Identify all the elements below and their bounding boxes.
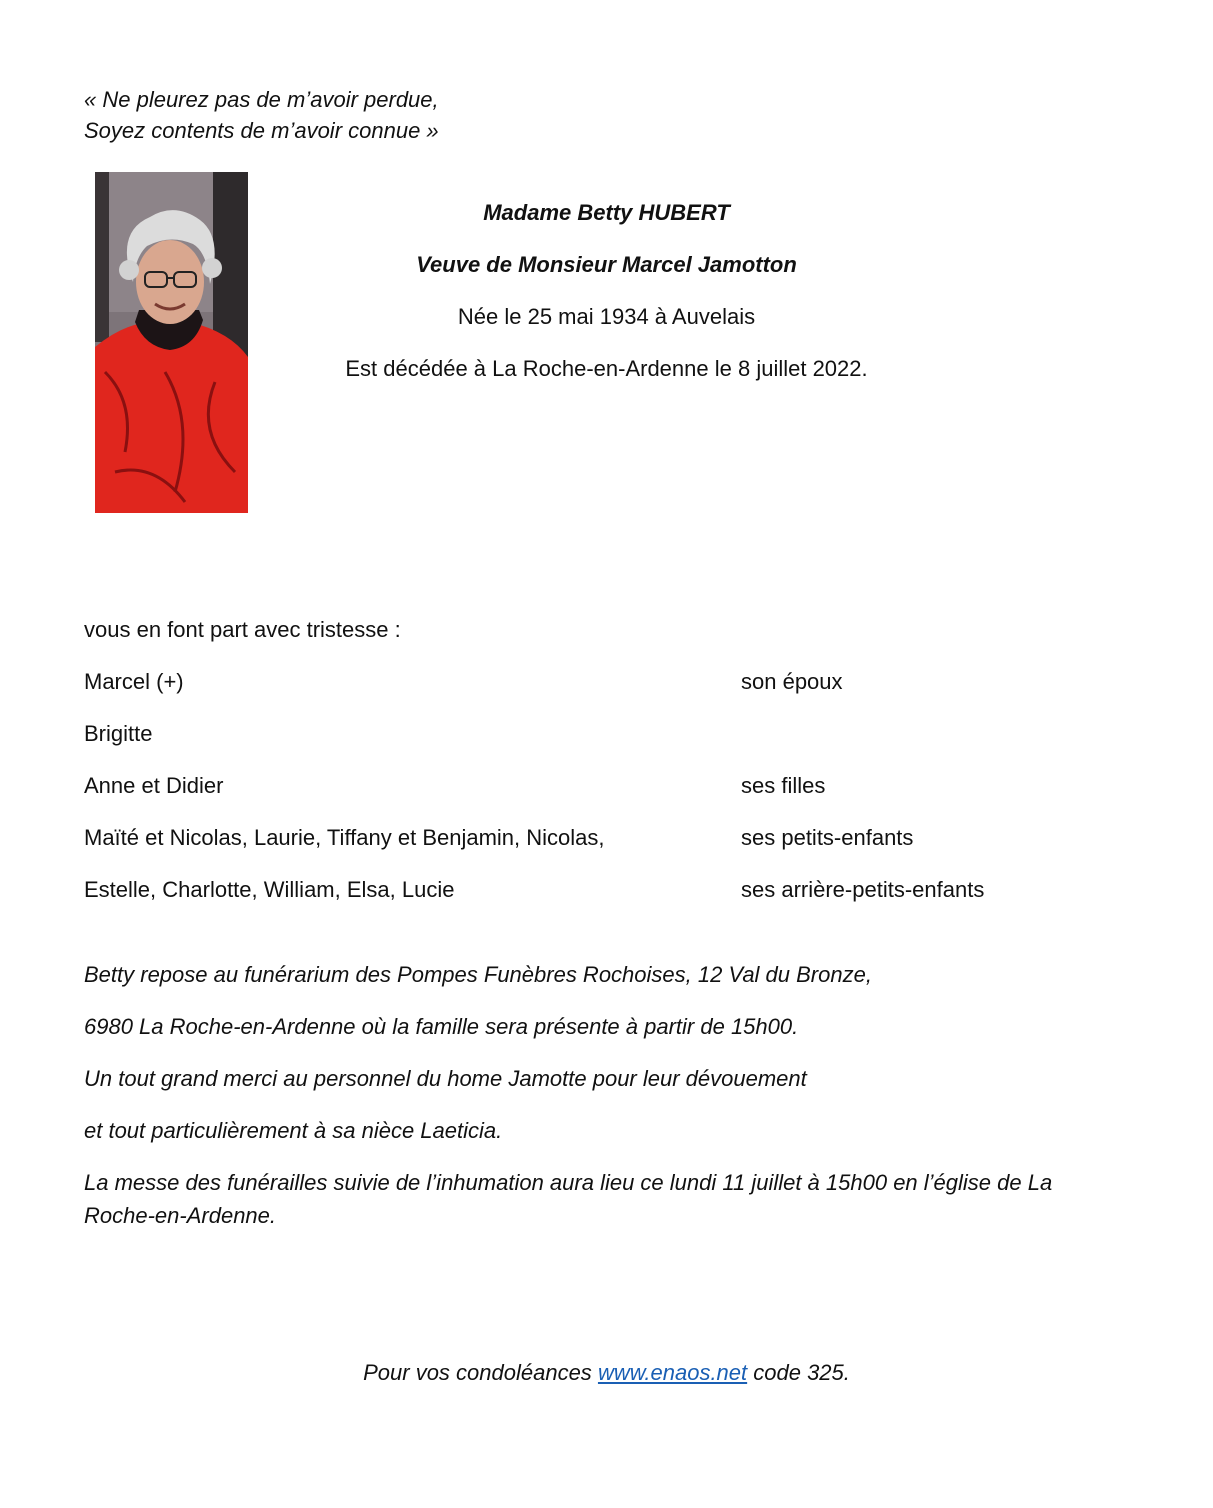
announcement: vous en font part avec tristesse : [84,617,401,642]
note-line-1: Betty repose au funérarium des Pompes Funèbres Rochoises, 12 Val du Bronze, [84,962,872,987]
family-relation: son époux [741,669,843,694]
family-names: Maïté et Nicolas, Laurie, Tiffany et Benjamin, Nicolas, [84,825,605,850]
footer-suffix: code 325. [747,1360,850,1385]
note-line-5a: La messe des funérailles suivie de l’inhumation aura lieu ce lundi 11 juillet à 15h00 en l’église de La [84,1170,1053,1195]
death-info: Est décédée à La Roche-en-Ardenne le 8 juillet 2022. [345,356,868,381]
note-line-3: Un tout grand merci au personnel du home Jamotte pour leur dévouement [84,1066,807,1091]
epigraph-line-1: « Ne pleurez pas de m’avoir perdue, [84,87,439,112]
family-relation: ses filles [741,773,826,798]
family-names: Brigitte [84,721,153,746]
family-relation: ses arrière-petits-enfants [741,877,985,902]
footer-prefix: Pour vos condoléances [363,1360,598,1385]
note-line-4: et tout particulièrement à sa nièce Laeticia. [84,1118,503,1143]
deceased-name: Madame Betty HUBERT [483,200,730,225]
family-names: Marcel (+) [84,669,184,694]
footer-condolences [0,1360,1213,1386]
birth-info: Née le 25 mai 1934 à Auvelais [457,304,756,329]
epigraph-line-2: Soyez contents de m’avoir connue » [84,118,439,143]
note-line-5b: Roche-en-Ardenne. [84,1203,277,1228]
condolences-link[interactable]: www.enaos.net [597,1360,748,1385]
family-names: Anne et Didier [84,773,224,798]
note-line-2: 6980 La Roche-en-Ardenne où la famille sera présente à partir de 15h00. [84,1014,799,1039]
widow-of: Veuve de Monsieur Marcel Jamotton [416,252,797,277]
family-relation: ses petits-enfants [741,825,914,850]
family-names: Estelle, Charlotte, William, Elsa, Lucie [84,877,455,902]
